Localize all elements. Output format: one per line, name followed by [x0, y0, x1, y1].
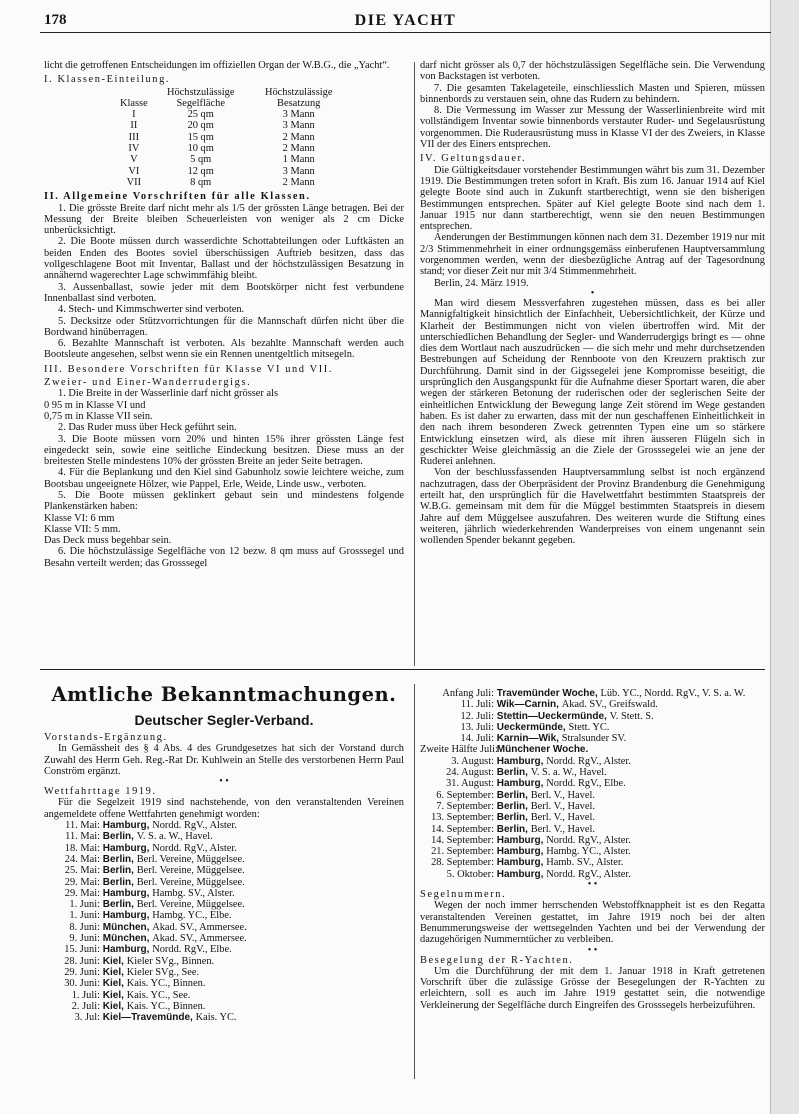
race-organizer: Hamb. SV., Alster. — [546, 857, 624, 869]
race-date: 12. Juli: — [460, 710, 494, 722]
rule-paragraph: 4. Stech- und Kimmschwerter sind verboten. — [58, 304, 245, 316]
race-date: 29. Mai: — [64, 887, 100, 899]
race-location: Berlin, — [494, 800, 531, 812]
section-subtitle: Zweier- und Einer-Wanderrudergigs. — [44, 377, 252, 389]
race-date-item — [420, 801, 765, 812]
race-date-item — [44, 978, 404, 989]
race-location: Wik—Carnin, — [494, 699, 562, 711]
table-cell: II — [130, 120, 138, 132]
left-top-column — [44, 60, 404, 569]
race-date: 24. August: — [446, 767, 494, 779]
rule-paragraph: 4. Für die Beplankung und den Kiel sind Gabunholz sowie leichtere weiche, zum Bootsbau ungeeignete Hölzer, wie Pappel, Erle, Weide, Linde usw., verboten. — [44, 467, 404, 490]
table-cell: 12 qm — [187, 165, 214, 177]
paragraph: darf nicht grösser als 0,7 der höchstzulässigen Segelfläche sein. Die Verwendung von Backstagen ist verboten. — [420, 60, 765, 83]
rule-paragraph: 5. Die Boote müssen geklinkert gebaut sein und mindestens folgende Plankenstärken haben: — [44, 489, 404, 513]
race-location: Kiel—Travemünde, — [100, 1012, 196, 1024]
table-cell: III — [128, 131, 140, 143]
table-header: Höchstzulässige Besatzung — [264, 86, 333, 109]
race-date: 25. Mai: — [64, 865, 100, 877]
rule-line: 0 95 m in Klasse VI und — [44, 399, 146, 411]
separator-dot: • • — [219, 776, 229, 788]
race-organizer: Berl. Vereine, Müggelsee. — [136, 899, 245, 911]
race-location: Münchener Woche. — [494, 744, 589, 756]
race-location: Berlin, — [494, 812, 531, 824]
table-cell: 15 qm — [187, 131, 214, 143]
race-date: 30. Juni: — [64, 978, 100, 990]
paragraph: Die Gültigkeitsdauer vorstehender Bestimmungen währt bis zum 31. Dezember 1919. Die Bestimmungen treten sofort in Kraft. Bis zum 16. Januar 1914 auf Kiel gelegte Boote sind auch in Zukunft startberechtigt, wenn sie den bisherigen Bestimmungen entsprechen. Später auf Kiel gelegte Boote sind nach dem 1. Januar 1915 nur dann startberechtigt, wenn sie den neuen Bestimmungen entsprechen. — [420, 164, 765, 233]
race-organizer: Kieler SVg., Binnen. — [126, 955, 215, 967]
race-location: Hamburg, — [494, 857, 547, 869]
race-organizer: Kais. YC., Binnen. — [126, 978, 206, 990]
race-date-item — [420, 756, 765, 767]
race-date-item — [420, 835, 765, 846]
table-cell: VI — [128, 165, 140, 177]
race-organizer: Berl. V., Havel. — [530, 789, 595, 801]
section-subtitle: Vorstands-Ergänzung. — [44, 732, 168, 743]
rule-paragraph: 3. Aussenballast, sowie jeder mit dem Bootskörper nicht fest verbundene Innenballast sind verboten. — [44, 281, 404, 304]
race-date: Anfang Juli: — [442, 688, 494, 699]
table-header: Höchstzulässige Segelfläche — [166, 86, 235, 109]
race-date-item — [44, 854, 404, 865]
rule-paragraph: 1. Die grösste Breite darf nicht mehr als 1/5 der grössten Länge betragen. Bei der Messung der Breite bleiben Scheuerleisten von weniger als 2 cm Dicke unberücksichtigt. — [44, 202, 404, 237]
rule-paragraph: 6. Bezahlte Mannschaft ist verboten. Als bezahlte Mannschaft werden auch Bootsleute angesehen, selbst wenn sie ein Rennen unentgeltlich mitsegeln. — [44, 338, 404, 361]
race-location: Kiel, — [100, 989, 127, 1001]
table-cell: 2 Mann — [282, 131, 315, 143]
race-date-item — [420, 711, 765, 722]
race-date: 7. September: — [436, 800, 494, 812]
race-date: 31. August: — [446, 778, 494, 790]
race-organizer: Akad. SV., Ammersee. — [152, 933, 247, 945]
table-cell: V — [130, 154, 138, 166]
organization-title: Deutscher Segler-Verband. — [134, 712, 314, 728]
dateline: Berlin, 24. März 1919. — [434, 277, 529, 289]
race-date: 3. August: — [451, 755, 494, 767]
race-location: Hamburg, — [494, 834, 547, 846]
race-date-item — [420, 812, 765, 823]
race-date-item — [420, 824, 765, 835]
paragraph: Wegen der noch immer herrschenden Webstoffknappheit ist es den Regatta veranstaltenden Vereinen gestattet, im Jahre 1919 noch bei der alten Benummerungsweise der wettsegelnden Yachten und bei der Verwendung der dazugehörigen Nummerntücher zu verbleiben. — [420, 900, 765, 946]
race-date: 2. Juli: — [71, 1000, 100, 1012]
race-date: 13. Juli: — [460, 721, 494, 733]
separator-dot: • • — [587, 944, 598, 956]
race-organizer: Nordd. RgV., Alster. — [152, 842, 237, 854]
table-cell: VII — [126, 176, 142, 188]
page-edge-shadow — [770, 0, 799, 1114]
table-header: Klasse — [120, 97, 148, 109]
race-location: Berlin, — [100, 853, 137, 865]
race-organizer: Hambg. YC., Elbe. — [152, 910, 232, 922]
table-row — [116, 109, 348, 120]
race-date: 24. Mai: — [64, 853, 100, 865]
race-date: 9. Juni: — [69, 933, 100, 945]
race-date-item — [44, 1001, 404, 1012]
rule-paragraph: 7. Die gesamten Takelageteile, einschliesslich Masten und Spieren, müssen binnenbords zu verstauen sein, ohne das Rudern zu behindern. — [420, 82, 765, 105]
race-location: Hamburg, — [494, 868, 547, 880]
rule-line: Klasse VI: 6 mm — [44, 512, 115, 524]
race-date: 29. Juni: — [64, 966, 100, 978]
race-date-item — [44, 1012, 404, 1023]
rule-line: Das Deck muss begehbar sein. — [44, 535, 172, 547]
table-cell: 8 qm — [190, 176, 212, 188]
race-organizer: Nordd. RgV., Alster. — [546, 755, 631, 767]
race-location: Berlin, — [100, 831, 137, 843]
race-location: Karnin—Wik, — [494, 733, 562, 745]
paragraph: Aenderungen der Bestimmungen können nach dem 31. Dezember 1919 nur mit 2/3 Stimmenmehrheit in einer ordnungsgemäss einberufenen Hauptversammlung vorgenommen werden, wenn der diesbezügliche Antrag auf der Tagesordnung stand; vor dieser Zeit nur mit 3/4 Stimmenmehrheit. — [420, 232, 765, 278]
rule-paragraph: 1. Die Breite in der Wasserlinie darf nicht grösser als — [58, 388, 278, 400]
table-row — [116, 166, 348, 177]
race-date-item — [420, 688, 765, 699]
race-organizer: Berl. Vereine, Müggelsee. — [136, 876, 245, 888]
race-date: 1. Juli: — [71, 989, 100, 1001]
rule-line: 0,75 m in Klasse VII sein. — [44, 410, 153, 422]
race-location: Hamburg, — [494, 778, 547, 790]
class-table — [116, 87, 348, 189]
race-date: Zweite Hälfte Juli: — [420, 744, 498, 756]
race-organizer: Berl. V., Havel. — [530, 823, 595, 835]
race-date: 14. September: — [431, 823, 494, 835]
race-organizer: Stralsunder SV. — [561, 733, 627, 745]
table-row — [116, 154, 348, 165]
section-title: I. Klassen-Einteilung. — [44, 74, 171, 86]
race-location: Hamburg, — [100, 944, 153, 956]
race-location: Kiel, — [100, 955, 127, 967]
race-organizer: Lüb. YC., Nordd. RgV., V. S. a. W. — [600, 688, 746, 699]
race-organizer: Akad. SV., Ammersee. — [152, 921, 247, 933]
race-date: 13. September: — [431, 812, 494, 824]
rule-paragraph: 8. Die Vermessung im Wasser zur Messung der Wasserlinienbreite wird mit vollständigem Inventar sowie binnenbords verstauter Ruder- und Segelausrüstung vorgenommen. Die Ruderausrüstung muss in Klasse VI der des Zweiers, in Klasse VII der des Einers entsprechen. — [420, 105, 765, 151]
race-date-item — [44, 820, 404, 831]
rule-paragraph: 3. Die Boote müssen vorn 20% und hinten 15% ihrer grössten Länge fest eingedeckt sein, sowie eine seitliche Eindeckung besitzen. Diese muss an der breitesten Stelle mindestens 10% der grössten Breite an jeder Seite betragen. — [44, 433, 404, 468]
rule-paragraph: 2. Das Ruder muss über Heck geführt sein. — [58, 422, 237, 434]
race-organizer: Kais. YC., Binnen. — [126, 1000, 206, 1012]
race-organizer: Nordd. RgV., Elbe. — [546, 778, 626, 790]
race-date-item — [44, 865, 404, 876]
race-date: 28. September: — [431, 857, 494, 869]
race-date: 11. Mai: — [65, 831, 100, 843]
paragraph: Für die Segelzeit 1919 sind nachstehende, von den veranstaltenden Vereinen angemeldete offene Wettfahrten genehmigt worden: — [44, 797, 404, 820]
race-organizer: Berl. V., Havel. — [530, 812, 595, 824]
race-organizer: V. S. a. W., Havel. — [136, 831, 213, 843]
race-organizer: Hambg. SV., Alster. — [152, 887, 235, 899]
race-location: München, — [100, 921, 153, 933]
race-date-item — [420, 846, 765, 857]
race-location: Berlin, — [494, 823, 531, 835]
race-date-item — [44, 990, 404, 1001]
table-cell: 10 qm — [187, 143, 214, 155]
table-row — [116, 132, 348, 143]
column-rule-bottom — [414, 684, 415, 1079]
race-organizer: Nordd. RgV., Elbe. — [152, 944, 232, 956]
right-bottom-column — [420, 688, 765, 1011]
rule-paragraph: 6. Die höchstzulässige Segelfläche von 12 bezw. 8 qm muss auf Grosssegel und Besahn verteilt werden; das Grosssegel — [44, 546, 404, 569]
race-location: Hamburg, — [100, 910, 153, 922]
table-cell: 2 Mann — [282, 176, 315, 188]
race-date-item — [44, 843, 404, 854]
race-location: Hamburg, — [100, 887, 153, 899]
race-date-item — [420, 767, 765, 778]
rule-line: Klasse VII: 5 mm. — [44, 523, 121, 535]
race-organizer: Berl. Vereine, Müggelsee. — [136, 853, 245, 865]
race-date: 29. Mai: — [64, 876, 100, 888]
section-title: II. Allgemeine Vorschriften für alle Klassen. — [44, 191, 311, 203]
race-date: 5. Oktober: — [446, 868, 494, 880]
race-date-item — [420, 699, 765, 710]
race-date-list — [420, 688, 765, 880]
paragraph: Um die Durchführung der mit dem 1. Januar 1918 in Kraft getretenen Vorschrift über die zulässige Grösse der Besegelungen der R-Yachten zu erleichtern, soll es auch im Jahre 1919 gestattet sein, die notwendige Verkleinerung der Segelfläche durch Eingreifen des Grosssegels herbeizuführen. — [420, 965, 765, 1011]
race-organizer: Berl. V., Havel. — [530, 800, 595, 812]
race-date-item — [420, 778, 765, 789]
race-organizer: Nordd. RgV., Alster. — [152, 820, 237, 832]
race-date: 28. Juni: — [64, 955, 100, 967]
race-date-item — [44, 910, 404, 921]
race-location: Berlin, — [100, 865, 137, 877]
race-location: Hamburg, — [100, 842, 153, 854]
race-date: 1. Juni: — [69, 899, 100, 911]
race-date-item — [44, 831, 404, 842]
race-date-item — [420, 790, 765, 801]
table-row — [116, 177, 348, 188]
race-location: Berlin, — [100, 899, 137, 911]
race-location: Kiel, — [100, 966, 127, 978]
announcements-heading: Amtliche Bekanntmachungen. — [51, 683, 397, 706]
paragraph: Von der beschlussfassenden Hauptversammlung selbst ist noch ergänzend nachzutragen, dass der Oberpräsident der Provinz Brandenburg die Genehmigung erteilt hat, den ursprünglich für die Havelwettfahrt bestimmten Staatspreis der W.B.G. gemeinsam mit dem für die Müggel bestimmten Staatspreis in diesem Jahre auf dem Müggelsee auszufahren. Des weiteren wurde die Stiftung eines weiteren, jährlich wiederkehrenden Wanderpreises von einem ungenannt sein wollenden Spender bekannt gegeben. — [420, 467, 765, 547]
race-date: 3. Jul: — [74, 1012, 100, 1024]
separator-dot: • • — [587, 879, 598, 891]
table-cell: 3 Mann — [282, 120, 315, 132]
race-organizer: Nordd. RgV., Alster. — [546, 834, 631, 846]
table-row — [116, 120, 348, 131]
page-header — [40, 6, 771, 33]
section-subtitle: Besegelung der R-Yachten. — [420, 954, 574, 966]
race-location: Travemünder Woche, — [494, 688, 601, 699]
race-organizer: Stett. YC. — [568, 721, 610, 733]
table-cell: 20 qm — [187, 120, 214, 132]
race-location: Berlin, — [494, 789, 531, 801]
rule-paragraph: 2. Die Boote müssen durch wasserdichte Schottabteilungen oder Luftkästen an beiden Enden des Bootes soviel überschüssigen Auftrieb besitzen, dass das vollgeschlagene Boot mit Inventar, Ballast und der höchstzulässigen Besatzung in annähernd wagerechter Lage schwimmfähig bleibt. — [44, 236, 404, 282]
left-bottom-column — [44, 672, 404, 1023]
race-location: Ueckermünde, — [494, 721, 569, 733]
table-cell: 2 Mann — [282, 143, 315, 155]
race-date: 18. Mai: — [64, 842, 100, 854]
section-subtitle: Segelnummern. — [420, 889, 507, 901]
section-title: III. Besondere Vorschriften für Klasse VI und VII. — [44, 363, 334, 375]
table-cell: 25 qm — [187, 109, 214, 121]
section-title: IV. Geltungsdauer. — [420, 153, 527, 165]
table-cell: 1 Mann — [282, 154, 315, 166]
race-date: 11. Mai: — [65, 820, 100, 832]
rule-paragraph: 5. Decksitze oder Stützvorrichtungen für die Mannschaft dürfen nicht über die Bordwand hinüberragen. — [44, 315, 404, 338]
race-date-item — [44, 877, 404, 888]
section-subtitle: Wettfahrttage 1919. — [44, 786, 157, 798]
table-cell: 3 Mann — [282, 165, 315, 177]
separator-dot: • — [590, 287, 595, 299]
race-organizer: V. S. a. W., Havel. — [530, 767, 607, 779]
table-cell: IV — [128, 143, 140, 155]
race-date: 15. Juni: — [64, 944, 100, 956]
race-location: München, — [100, 933, 153, 945]
running-title: DIE YACHT — [354, 12, 457, 29]
race-location: Berlin, — [100, 876, 137, 888]
race-date: 14. Juli: — [460, 733, 494, 745]
race-date-item — [420, 744, 765, 755]
race-organizer: Kais. YC., See. — [126, 989, 191, 1001]
race-organizer: Kieler SVg., See. — [126, 966, 200, 978]
race-date-item — [44, 899, 404, 910]
section-divider — [40, 669, 765, 670]
race-date-item — [44, 933, 404, 944]
race-location: Hamburg, — [494, 846, 547, 858]
paragraph: Man wird diesem Messverfahren zugestehen müssen, dass es bei aller Mannigfaltigkeit hinsichtlich der Einfachheit, Uebersichtlichkeit, der Kürze und Klarheit der Bestimmungen nicht von vielen übertroffen wird. Mit der unterschiedlichen Behandlung der Segler- und Wanderrudergigs bringt es — ohne dies dem Wortlaut nach auszudrücken — die sich mehr und mehr durchsetzenden Bestrebungen auf Scheidung der Rennboote von den Kreuzern praktisch zur Durchführung. Damit sind in der Gigssegelei jene Kompromisse beseitigt, die ursprünglich den Ausgangspunkt für die Aufnahme dieser Sportart waren, die aber wegen der stärkeren Betonung der ruderischen oder der seglerischen Seite der einheitlichen Entwicklung der Bewegung lange Zeit störend im Wege gestanden haben. Es ist daher zu erwarten, dass mit der nun geschaffenen Einheitlichkeit in den nach ihrem besonderen Zweck getrennten Typen eine um so stärkere Entwicklung einsetzen wird, als diese mit ihren äusseren Flügeln sich in geschickter Weise gleichmässig an die Ziele der Grosssegelei wie an jene der Ruderei anlehnen. — [420, 297, 765, 468]
race-date: 8. Juni: — [69, 921, 100, 933]
race-location: Berlin, — [494, 767, 531, 779]
race-location: Hamburg, — [494, 755, 547, 767]
race-date: 6. September: — [436, 789, 494, 801]
race-date: 14. September: — [431, 834, 494, 846]
race-location: Kiel, — [100, 1000, 127, 1012]
column-rule-top — [414, 62, 415, 666]
race-organizer: Hambg. YC., Alster. — [546, 846, 631, 858]
race-date-item — [44, 888, 404, 899]
race-location: Hamburg, — [100, 820, 153, 832]
right-top-column — [420, 60, 765, 546]
race-date: 21. September: — [431, 846, 494, 858]
table-cell: 3 Mann — [282, 109, 315, 121]
race-date-item — [420, 722, 765, 733]
table-row — [116, 143, 348, 154]
race-organizer: Kais. YC. — [195, 1012, 237, 1024]
race-organizer: Nordd. RgV., Alster. — [546, 868, 631, 880]
paragraph: licht die getroffenen Entscheidungen im offiziellen Organ der W.B.G., die „Yacht“. — [44, 60, 390, 71]
race-organizer: V. Stett. S. — [609, 710, 654, 722]
race-date-item — [420, 857, 765, 868]
race-location: Kiel, — [100, 978, 127, 990]
table-cell: I — [132, 109, 136, 121]
race-organizer: Berl. Vereine, Müggelsee. — [136, 865, 245, 877]
race-date-list — [44, 820, 404, 1023]
race-location: Stettin—Ueckermünde, — [494, 710, 610, 722]
race-date-item — [420, 733, 765, 744]
paragraph: In Gemässheit des § 4 Abs. 4 des Grundgesetzes hat sich der Vorstand durch Zuwahl des Herrn Geh. Reg.-Rat Dr. Kuhlwein an Stelle des verstorbenen Herrn Paul Conström ergänzt. — [44, 743, 404, 777]
page-number: 178 — [44, 12, 67, 28]
race-date-item — [44, 944, 404, 955]
race-date-item — [44, 956, 404, 967]
race-date-item — [44, 922, 404, 933]
table-cell: 5 qm — [190, 154, 212, 166]
race-date: 1. Juni: — [69, 910, 100, 922]
race-organizer: Akad. SV., Greifswald. — [561, 699, 658, 711]
race-date: 11. Juli: — [460, 699, 494, 711]
race-date-item — [44, 967, 404, 978]
